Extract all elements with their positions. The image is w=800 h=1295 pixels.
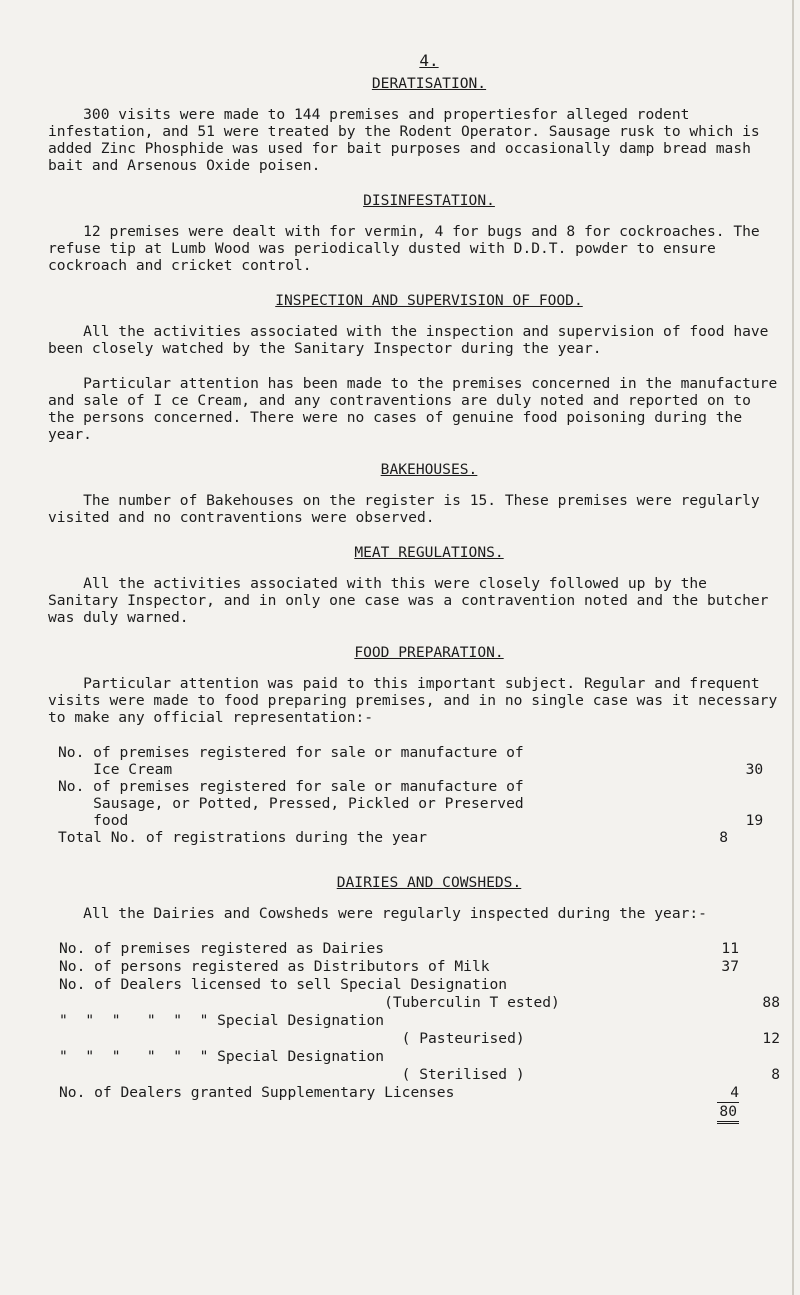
list-item: ( Pasteurised) 12 <box>401 1030 780 1047</box>
list-item: No. of Dealers licensed to sell Special Designation <box>59 976 508 993</box>
para-bakehouses: The number of Bakehouses on the register is 15. These premises were regularly visited and no contraventions were observed. <box>48 492 760 526</box>
heading-food-preparation: FOOD PREPARATION. <box>354 644 504 661</box>
para-deratisation: 300 visits were made to 144 premises and propertiesfor alleged rodent infestation, and 51 were treated by the Rodent Operator. Sausage rusk to which is added Zinc Phosphide was used for bait purposes and occasionally damp bread mash bait and Arsenous Oxide poisen. <box>48 106 760 174</box>
heading-bakehouses: BAKEHOUSES. <box>380 461 478 478</box>
page-edge <box>792 0 794 1295</box>
list-item: (Tuberculin T ested) 88 <box>384 994 780 1011</box>
heading-deratisation: DERATISATION. <box>371 75 487 92</box>
list-item: No. of premises registered for sale or manufacture of <box>58 778 524 795</box>
page-number: 4. <box>419 51 439 70</box>
heading-meat: MEAT REGULATIONS. <box>354 544 504 561</box>
list-item: food 19 <box>93 812 764 829</box>
dairies-list <box>59 940 780 1124</box>
para-meat: All the activities associated with this were closely followed up by the Sanitary Inspector, and in only one case was a contravention noted and the butcher was duly warned. <box>48 575 769 626</box>
heading-inspection: INSPECTION AND SUPERVISION OF FOOD. <box>275 292 583 309</box>
heading-dairies: DAIRIES AND COWSHEDS. <box>336 874 522 891</box>
list-item: Sausage, or Potted, Pressed, Pickled or Preserved <box>93 795 524 812</box>
para-food-preparation: Particular attention was paid to this important subject. Regular and frequent visits were made to food preparing premises, and in no single case was it necessary to make any official representation:- <box>48 675 778 726</box>
para-inspection-2: Particular attention has been made to the premises concerned in the manufacture and sale of I ce Cream, and any contraventions are duly noted and reported on to the persons concerned. There were no cases of genuine food poisoning during the year. <box>48 375 778 443</box>
list-item <box>59 1102 780 1124</box>
list-item: Ice Cream 30 <box>93 761 764 778</box>
list-item: " " " " " " Special Designation <box>59 1012 385 1029</box>
para-dairies: All the Dairies and Cowsheds were regularly inspected during the year:- <box>83 905 707 922</box>
para-inspection-1: All the activities associated with the inspection and supervision of food have been closely watched by the Sanitary Inspector during the year. <box>48 323 769 357</box>
dairies-total: 80 <box>717 1102 739 1124</box>
list-item: No. of premises registered as Dairies 11 <box>59 940 739 957</box>
list-item: No. of premises registered for sale or manufacture of <box>58 744 524 761</box>
heading-disinfestation: DISINFESTATION. <box>363 192 495 209</box>
list-item: Total No. of registrations during the year 8 <box>58 829 728 846</box>
list-item: ( Sterilised ) 8 <box>401 1066 780 1083</box>
list-item: " " " " " " Special Designation <box>59 1048 385 1065</box>
list-item: No. of persons registered as Distributors of Milk 37 <box>59 958 739 975</box>
list-item: No. of Dealers granted Supplementary Licenses 4 <box>59 1084 739 1101</box>
food-registration-list <box>58 744 780 846</box>
para-disinfestation: 12 premises were dealt with for vermin, 4 for bugs and 8 for cockroaches. The refuse tip at Lumb Wood was periodically dusted with D.D.T. powder to ensure cockroach and cricket control. <box>48 223 760 274</box>
